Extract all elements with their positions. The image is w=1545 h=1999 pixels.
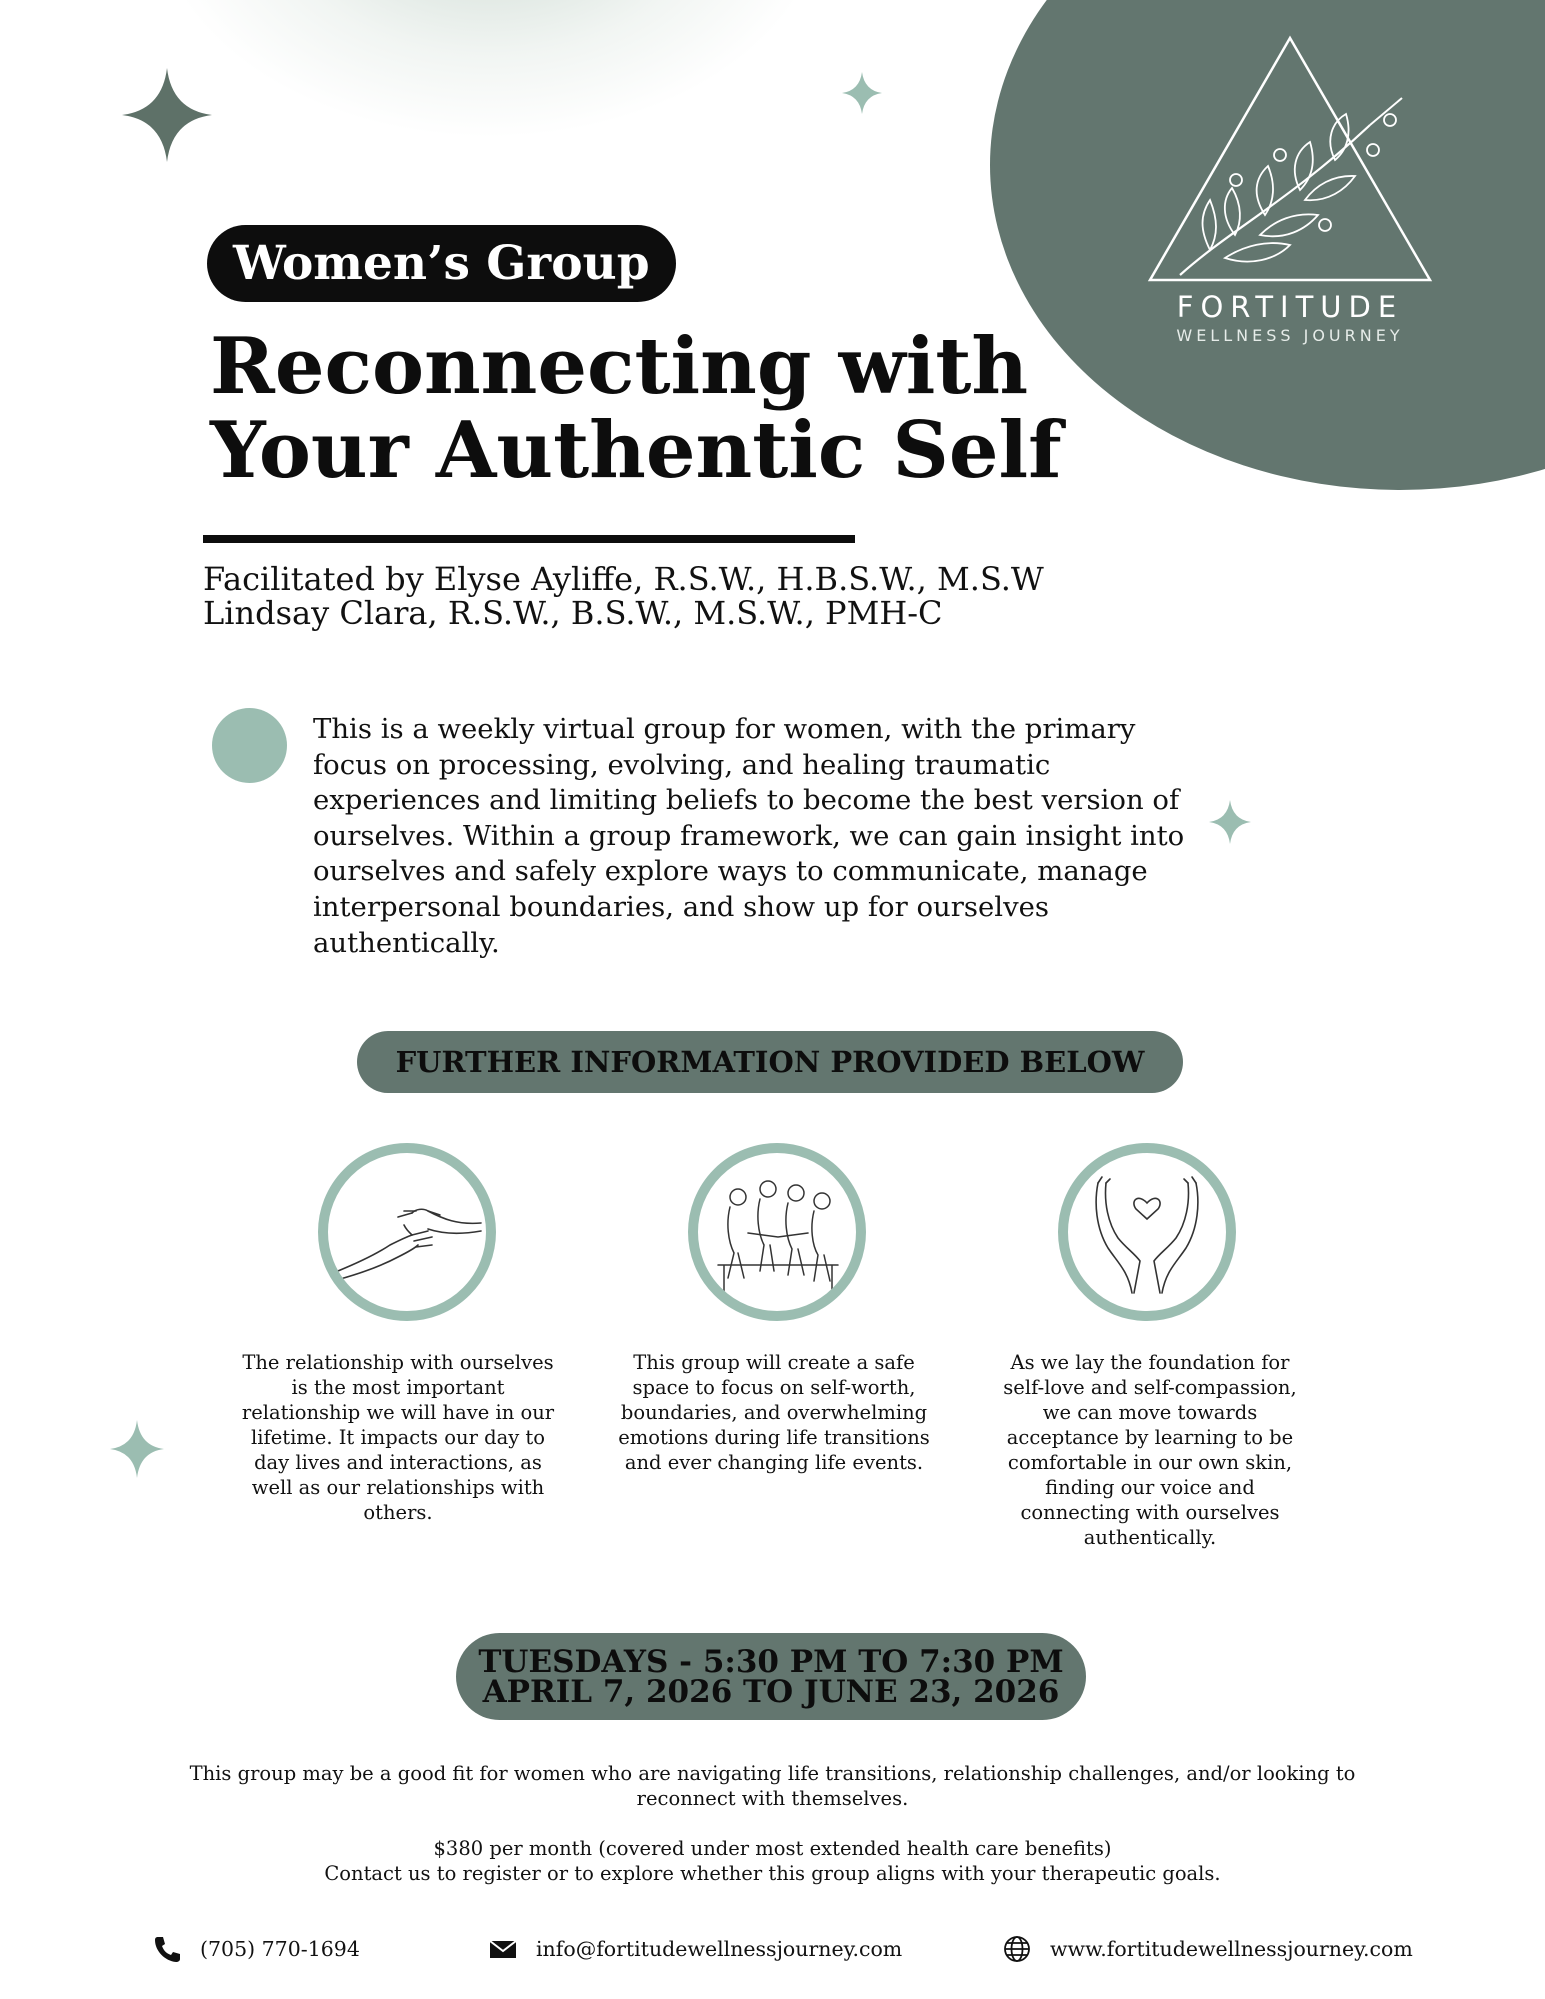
sparkle-icon [110,1420,164,1478]
background-glow [150,0,830,140]
phone-icon [152,1934,182,1964]
envelope-icon [488,1934,518,1964]
info-banner: FURTHER INFORMATION PROVIDED BELOW [357,1031,1183,1093]
group-badge: Women’s Group [207,225,676,302]
triangle-branch-icon [1140,30,1440,290]
fortitude-logo [1140,30,1440,350]
brand-tagline: WELLNESS JOURNEY [1176,326,1404,345]
facilitator-line-1: Facilitated by Elyse Ayliffe, R.S.W., H.B.S.W., M.S.W [203,560,1044,598]
cta-text: Contact us to register or to explore whether this group aligns with your therapeutic goals. [324,1862,1221,1885]
reaching-hands-icon [318,1143,496,1321]
contact-phone[interactable] [152,1934,360,1964]
schedule-banner [456,1633,1086,1720]
column-text-1: The relationship with ourselves is the most important relationship we will have in our lifetime. It impacts our day to day lives and interactions, as well as our relationships with others. [241,1351,555,1524]
website-url[interactable]: www.fortitudewellnessjourney.com [1050,1937,1413,1961]
schedule-line-2: APRIL 7, 2026 TO JUNE 23, 2026 [482,1674,1060,1710]
price-text: $380 per month (covered under most extended health care benefits) [433,1837,1112,1860]
phone-number[interactable]: (705) 770-1694 [200,1937,360,1961]
sparkle-icon [1209,800,1251,844]
contact-website[interactable] [1002,1934,1413,1964]
title-line-1: Reconnecting with [210,321,1029,412]
title-line-2: Your Authentic Self [210,405,1062,496]
column-text-2: This group will create a safe space to focus on self-worth, boundaries, and overwhelming emotions during life transitions and ever changing life events. [618,1351,930,1474]
fit-description: This group may be a good fit for women who are navigating life transitions, relationship challenges, and/or looking to reconnect with themselves. [189,1762,1356,1810]
title-divider [203,535,855,543]
email-address[interactable]: info@fortitudewellnessjourney.com [536,1937,903,1961]
sparkle-icon [122,68,212,162]
column-text-3: As we lay the foundation for self-love and self-compassion, we can move towards acceptance by learning to be comfortable in our own skin, finding our voice and connecting with ourselves authentically. [1003,1351,1297,1549]
facilitators [203,562,1103,630]
sparkle-icon [842,72,882,114]
hands-heart-icon [1058,1143,1236,1321]
pricing-block [180,1836,1365,1886]
contact-email[interactable] [488,1934,902,1964]
intro-paragraph: This is a weekly virtual group for women, with the primary focus on processing, evolving, and healing traumatic experiences and limiting beliefs to become the best version of ourselves. Within a group framework, we can gain insight into ourselves and safely explore ways to communicate, manage interpersonal boundaries, and show up for ourselves authentically. [313,713,1185,959]
schedule-line-1: TUESDAYS - 5:30 PM TO 7:30 PM [478,1644,1064,1680]
intro-bullet-dot [212,708,287,783]
group-circle-icon [688,1143,866,1321]
brand-name: FORTITUDE [1176,290,1404,324]
globe-icon [1002,1934,1032,1964]
page-title [210,321,1130,496]
facilitator-line-2: Lindsay Clara, R.S.W., B.S.W., M.S.W., PMH-C [203,594,943,632]
